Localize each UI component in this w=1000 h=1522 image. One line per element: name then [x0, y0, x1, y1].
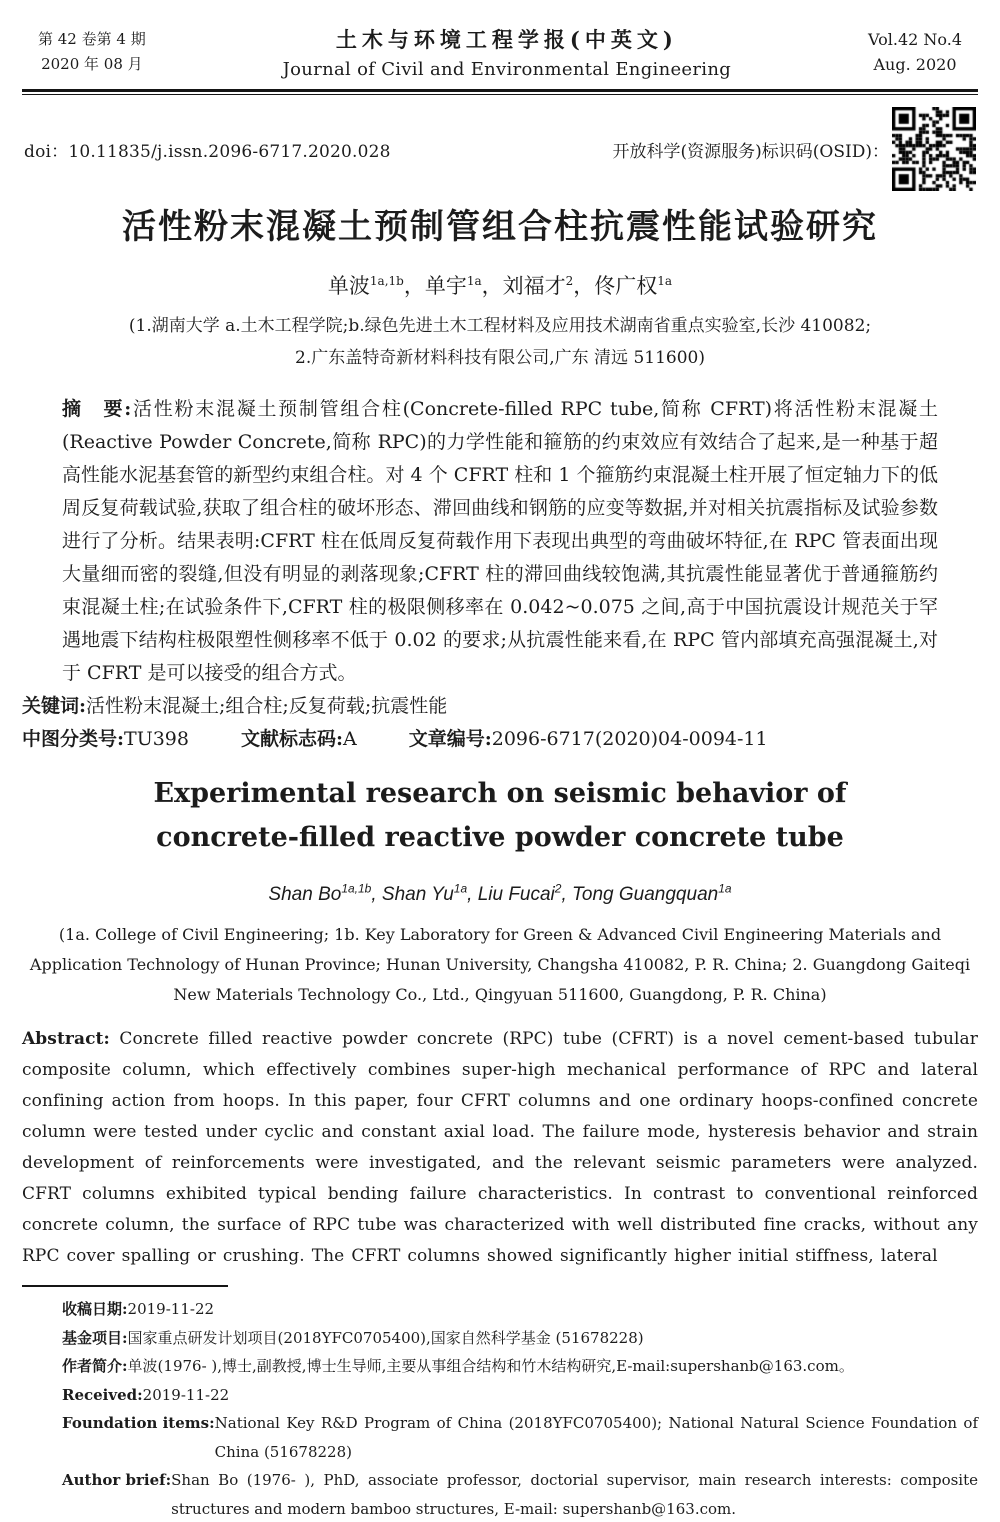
footnote-received-cn: 收稿日期: 2019-11-22 — [62, 1300, 215, 1319]
keywords-cn — [22, 690, 978, 723]
author-affiliation-sup: 1a,1b — [369, 274, 404, 288]
footnote-foundation-en: Foundation items: National Key R&D Program of China (2018YFC0705400); National Natural Science Foundation of China (51678228) — [62, 1414, 978, 1461]
footnote-received-en: Received: 2019-11-22 — [62, 1385, 230, 1404]
author-affiliation-sup: 1a — [453, 882, 468, 896]
paper-title-cn: 活性粉末混凝土预制管组合柱抗震性能试验研究 — [122, 207, 878, 247]
author-cn: 佟广权$^{1a}$ — [594, 274, 673, 298]
footnote-foundation-cn: 基金项目: 国家重点研发计划项目(2018YFC0705400),国家自然科学基金 (51678228) — [62, 1328, 644, 1347]
date-en: Aug. 2020 — [873, 55, 957, 74]
author-cn: 单波$^{1a,1b}$， — [327, 274, 425, 298]
author-affiliation-sup: 1a — [466, 274, 482, 288]
abstract-cn-text: 活性粉末混凝土预制管组合柱(Concrete-filled RPC tube,简称 CFRT)将活性粉末混凝土(Reactive Powder Concrete,简称 RPC)的力学性能和箍筋的约束效应有效结合了起来,是一种基于超高性能水泥基套管的新型约束组合柱。对 4 个 CFRT 柱和 1 个箍筋约束混凝土柱开展了恒定轴力下的低周反复荷载试验,获取了组合柱的破坏形态、滞回曲线和钢筋的应变等数据,并对相关抗震指标及试验参数进行了分析。结果表明:CFRT 柱在低周反复荷载作用下表现出典型的弯曲破坏特征,在 RPC 管表面出现大量细而密的裂缝,但没有明显的剥落现象;CFRT 柱的滞回曲线较饱满,其抗震性能显著优于普通箍筋约束混凝土柱;在试验条件下,CFRT 柱的极限侧移率在 0.042~0.075 之间,高于中国抗震设计规范关于罕遇地震下结构柱极限塑性侧移率不低于 0.02 的要求;从抗震性能来看,在 RPC 管内部填充高强混凝土,对于 CFRT 是可以接受的组合方式。 — [62, 398, 938, 684]
author-en: Shan $Yu^{1a}$, — [381, 882, 478, 906]
header-double-rule — [22, 89, 978, 95]
author-affiliation-sup: 2 — [565, 274, 574, 288]
author-cn: 单宇$^{1a}$， — [424, 274, 503, 298]
affiliations-cn — [22, 310, 978, 374]
journal-name-en: Journal of Civil and Environmental Engineering — [282, 59, 732, 80]
author-affiliation-sup: 1a — [718, 882, 732, 896]
abstract-en-label: Abstract: — [22, 1029, 110, 1050]
paper-title-en: Experimental research on seismic behavior of concrete-filled reactive powder concrete tube — [153, 778, 847, 853]
abstract-en-text: Concrete filled reactive powder concrete (RPC) tube (CFRT) is a novel cement-based tubular composite column, which effectively combines super-high mechanical performance of RPC and lateral confining action from hoops. In this paper, four CFRT columns and one ordinary hoops-confined concrete column were tested under cyclic and constant axial load. The failure mode, hysteresis behavior and strain development of reinforcements were investigated, and the relevant seismic parameters were analyzed. CFRT columns exhibited typical bending failure characteristics. In contrast to conventional reinforced concrete column, the surface of RPC tube was characterized with well distributed fine cracks, without any RPC cover spalling or crushing. The CFRT columns showed significantly higher initial stiffness, lateral — [22, 1029, 978, 1267]
journal-title-block — [146, 24, 868, 80]
article-id: 文章编号:2096-6717(2020)04-0094-11 — [408, 728, 768, 750]
affiliation-cn-line: 2.广东盖特奇新材料科技有限公司,广东 清远 511600) — [295, 348, 705, 368]
author-en: Shan $Bo^{1a,1b}$, — [268, 882, 382, 906]
issue-volume-cn: 第 42 卷第 4 期 — [38, 30, 146, 48]
issue-info — [38, 27, 146, 77]
osid-label: 开放科学(资源服务)标识码(OSID)： — [612, 141, 889, 162]
doi-row — [22, 107, 978, 191]
author-en: Liu Fucai$^2$, — [477, 882, 573, 906]
author-affiliation-sup: 2 — [554, 882, 562, 896]
clc-row — [22, 723, 978, 756]
affiliations-en: (1a. College of Civil Engineering; 1b. Key Laboratory for Green & Advanced Civil Engineering Materials and Application Technology of Hunan Province; Hunan University, Changsha 410082, P. R. China; 2. Guangdong Gaiteqi New Materials Technology Co., Ltd., Qingyuan 511600, Guangdong, P. R. China) — [29, 925, 971, 1005]
author-cn: 刘福才$^2$， — [502, 274, 595, 298]
keywords-text: 活性粉末混凝土;组合柱;反复荷载;抗震性能 — [86, 695, 448, 717]
author-en: Tong Guangquan$^{1a}$ — [572, 882, 732, 906]
footnote-rule — [22, 1285, 228, 1287]
affiliation-cn-line: (1.湖南大学 a.土木工程学院;b.绿色先进土木工程材料及应用技术湖南省重点实验室,长沙 410082; — [128, 316, 872, 336]
abstract-en — [22, 1024, 978, 1272]
clc-number: 中图分类号:TU398 — [22, 728, 189, 750]
volume-en: Vol.42 No.4 — [868, 30, 962, 49]
document-code: 文献标志码:A — [240, 728, 357, 750]
authors-cn — [22, 267, 978, 300]
footnote-author-brief-cn: 作者简介: 单波(1976- ),博士,副教授,博士生导师,主要从事组合结构和竹木结构研究,E-mail:supershanb@163.com。 — [62, 1357, 854, 1376]
osid-group — [613, 107, 976, 191]
issue-date-cn: 2020 年 08 月 — [41, 55, 143, 73]
author-affiliation-sup: 1a,1b — [341, 882, 372, 896]
abstract-cn — [62, 393, 938, 690]
authors-en — [22, 876, 978, 908]
footnote-author-brief-en: Author brief: Shan Bo (1976- ), PhD, associate professor, doctorial supervisor, main research interests: composite structures and modern bamboo structures, E-mail: supershanb@163.com. — [62, 1471, 978, 1518]
footnotes — [22, 1295, 978, 1522]
author-affiliation-sup: 1a — [657, 274, 673, 288]
journal-name-cn: 土木与环境工程学报(中英文) — [335, 27, 678, 52]
doi-text: doi：10.11835/j.issn.2096-6717.2020.028 — [24, 141, 391, 162]
volume-info — [868, 27, 962, 77]
journal-header — [22, 24, 978, 80]
osid-qr-code-icon — [892, 107, 976, 191]
abstract-cn-label: 摘 要: — [62, 398, 132, 420]
keywords-label: 关键词: — [22, 695, 87, 717]
